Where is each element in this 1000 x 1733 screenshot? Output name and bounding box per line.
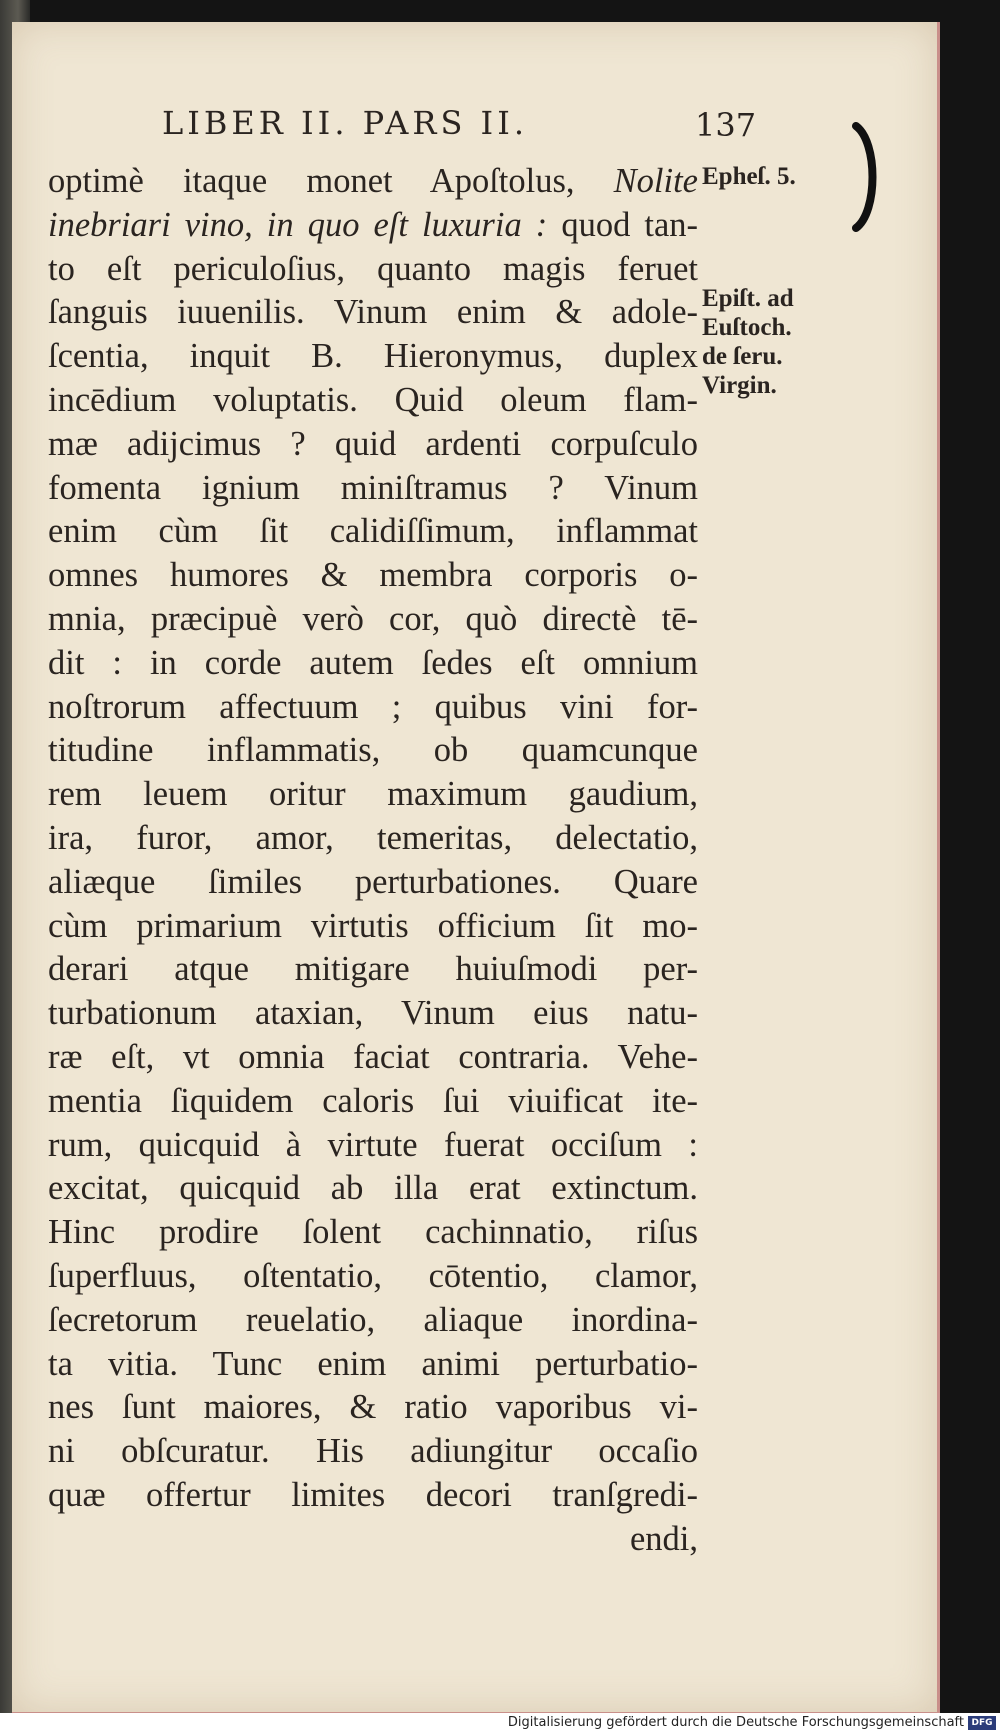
text-line: optimè itaque monet Apoſtolus, Nolite xyxy=(48,162,698,200)
text-line: quæ offertur limites decori tranſgredi- xyxy=(48,1475,698,1514)
text-line: cùm primarium virtutis officium ſit mo- xyxy=(48,906,698,945)
margin-note-jerome xyxy=(702,284,794,400)
text-line: ſanguis iuuenilis. Vinum enim & adole- xyxy=(48,293,698,332)
page-number: 137 xyxy=(695,106,757,144)
text-line: Hinc prodire ſolent cachinnatio, riſus xyxy=(48,1213,698,1252)
catchword: endi, xyxy=(629,1519,698,1558)
text-line: omnes humores & membra corporis o- xyxy=(48,556,698,595)
text-line: ſuperfluus, oſtentatio, cōtentio, clamor, xyxy=(48,1256,698,1295)
italic-quote: inebriari vino, in quo eſt luxuria : xyxy=(48,205,548,244)
margin-note-line: Euſtoch. xyxy=(702,314,792,341)
margin-note-ephesians: Epheſ. 5. xyxy=(702,163,796,190)
text-line: ni obſcuratur. His adiungitur occaſio xyxy=(48,1432,698,1471)
margin-note-line: de ſeru. xyxy=(702,343,783,370)
text-line: rum, quicquid à virtute fuerat occiſum : xyxy=(48,1125,698,1164)
text-line: fomenta ignium miniſtramus ? Vinum xyxy=(48,468,698,507)
text-line: aliæque ſimiles perturbationes. Quare xyxy=(48,862,698,901)
text-line: ræ eſt, vt omnia faciat contraria. Vehe- xyxy=(48,1037,698,1076)
text-line: enim cùm ſit calidiſſimum, inflammat xyxy=(48,512,698,551)
text-line: to eſt periculoſius, quanto magis feruet xyxy=(48,249,698,288)
text-line: ta vitia. Tunc enim animi perturbatio- xyxy=(48,1344,698,1383)
margin-note-line: Epiſt. ad xyxy=(702,285,794,312)
text-line: excitat, quicquid ab illa erat extinctum. xyxy=(48,1169,698,1208)
dfg-logo: DFG xyxy=(968,1716,996,1730)
text-line: derari atque mitigare huiuſmodi per- xyxy=(48,950,698,989)
text-line: turbationum ataxian, Vinum eius natu- xyxy=(48,994,698,1033)
text-line: mæ adijcimus ? quid ardenti corpuſculo xyxy=(48,424,698,463)
text-line: ira, furor, amor, temeritas, delectatio, xyxy=(48,818,698,857)
text-line: nes ſunt maiores, & ratio vaporibus vi- xyxy=(48,1388,698,1427)
text-line: titudine inflammatis, ob quamcunque xyxy=(48,731,698,770)
book-page xyxy=(12,22,940,1715)
text-line: ſcentia, inquit B. Hieronymus, duplex xyxy=(48,337,698,376)
text-line: rem leuem oritur maximum gaudium, xyxy=(48,775,698,814)
text-line: noſtrorum affectuum ; quibus vini for- xyxy=(48,687,698,726)
text-line: inebriari vino, in quo eſt luxuria : quod tan- xyxy=(48,205,699,244)
ink-bracket-mark xyxy=(852,122,880,232)
text-line: dit : in corde autem ſedes eſt omnium xyxy=(48,643,698,682)
text-line: mentia ſiquidem caloris ſui viuificat ite- xyxy=(48,1081,698,1120)
margin-note-line: Virgin. xyxy=(702,372,777,399)
footer-bar xyxy=(0,1713,1000,1733)
text-line: mnia, præcipuè verò cor, quò directè tē- xyxy=(48,599,698,638)
text-line: ſecretorum reuelatio, aliaque inordina- xyxy=(48,1300,698,1339)
text-line: incēdium voluptatis. Quid oleum flam- xyxy=(48,380,698,419)
body-text xyxy=(48,160,698,1562)
running-title: LIBER II. PARS II. xyxy=(162,104,528,142)
italic-quote: Nolite xyxy=(613,162,698,200)
funding-credit: Digitalisierung gefördert durch die Deutsche Forschungsgemeinschaft xyxy=(507,1715,964,1730)
